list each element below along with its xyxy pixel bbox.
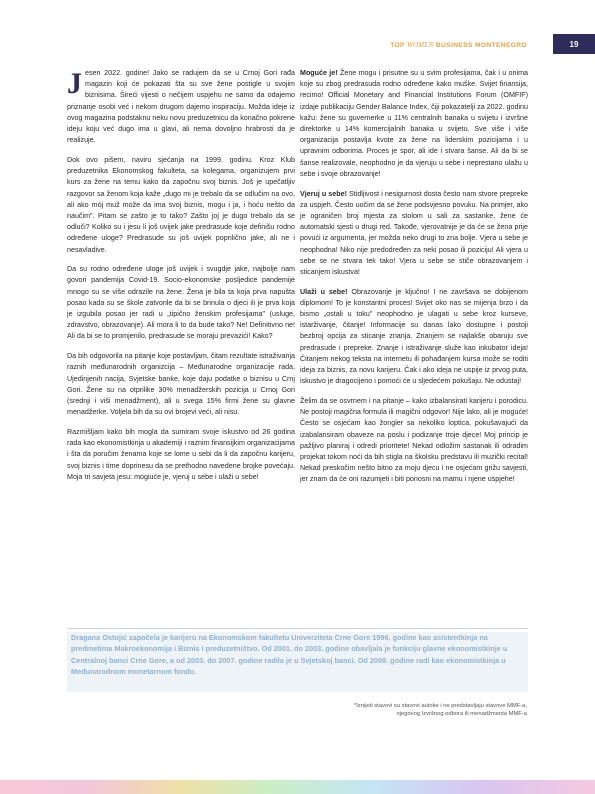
right-column: [300, 68, 528, 494]
magazine-title: [390, 41, 527, 49]
author-bio: Dragana Ostojić započela je karijeru na Ekonomskom fakultetu Univerziteta Crne Gore 1996. godine kao asistentkinja na predmetima Makroekonomija i Biznis i preduzetništvo. Od 2001. do 2003. godine obavljala je funkciju glavne ekonomistkinje u Centralnoj banci Crne Gore, a od 2003. do 2007. godine radila je u Svjetskoj banci. Od 2009. godine radi kao ekonomistkinja u Međunarodnom monetarnom fondu.: [67, 632, 528, 692]
paragraph-research: Da bih odgovorila na pitanje koje postavljam, čitam rezultate istraživanja raznih međunarodnih organizcija – Međunarodne organizacije rada, Ujedinjenih nacija, Svjetske banke, koje daju podatke o biznisu u Crnj Gori. Žene su na otprilike 30% menadžerskih pozicija u Crnoj Gori (srednji i viši menadžment), ali u svega 15% firmi žene su glavne menadžerke. Voljela bih da su ovi brojevi veći, ali nisu.: [67, 352, 295, 417]
footnote-line-2: njegovog Izvršnog odbora ili menadžmenta MMF-a: [396, 711, 527, 717]
paragraph-possible-text: Žene mogu i prisutne su u svim profesijama, čak i u onima koje su zbog predrasuda rodno određene kako muške. Svijet finansija, recimo! Official Monetary and Financial Institutions Forum (OMFIF) izdaje publikaciju Gender Balance Index, čiji pokazatelji za 2022. godinu kažu: žene su guvernerke u 11% centralnih banaka u svijetu i izvršne direktorke u 14% komercijalnih banaka u svijetu. Sve više i više organizacija postavlja kvote za žene na liderskim pozicijama i u upravnim odborima. Proces je spor, ali ide i stvara šanse. Ali da bi se šanse realizovale, neophodno je da vjeruju u sebe i neprestano ulažu u sebe i svoje obrazovanje!: [300, 69, 529, 178]
lead-possible: Moguće je!: [300, 69, 338, 77]
magazine-title-top: TOP: [390, 42, 407, 49]
paragraph-pandemic: Da su rodno određene uloge još uvijek i svugdje jake, najbolje nam govori pandemija Covid-19. Socio-ekonomske posljedice pandemije mnogo su se više odrazile na žene. Žena je bila ta koja prva napušta posao kada su se škole zatvorile da bi se brinula o djeci ili je prva koja je izgubila posao jer radi u „tipično ženskim profesijama" (usluge, zdravstvo, obrazovanje). Ali mora li to da bude tako? Ne! Definitivno ne! Ali da bi se to promjenilo, predrasude se moraju prevazići! Kako?: [67, 265, 295, 341]
paragraph-balance: Želim da se osvrnem i na pitanje – kako izbalansirati karijeru i porodicu. Ne postoji magična formula ili magični odgovor! Nije lako, ali je moguće! Često se osjećam kao žongler sa nekoliko loptica, pokušavajući da izabalansiram obaveze na poslu i podizanje troje djece! Moj princip je pažljivo planiraj i odredi prioritete! Nekad odložim sastanak ili odradim projekat tokom noći da bih stigla na školsku predstavu ili muzički recital! Nekad preskočim nešto bitno za moju djecu i ne osjećam grižu savjesti, jer znam da će oni razumjeti i biti ponosni na mamu i njene uspjehe!: [300, 396, 528, 484]
magazine-title-women: WOMEN: [406, 41, 434, 49]
paragraph-advice: Razmišljam kako bih mogla da sumiram svoje iskustvo od 26 godina rada kao ekonomistkinja u akademiji i raznim finansijkim organizacijama i šta da poručim ženama koje se lome u sebi da li da započnu karijeru, svoj biznis i time doprinesu da se prethodno navedene brojke povećaju. Moja tri savjeta jesu: mogiuće je, vjeruj u sebe i ulaži u sebe!: [67, 427, 295, 481]
paragraph-invest: [300, 287, 528, 388]
paragraph-believe: [300, 189, 528, 279]
drop-cap: J: [67, 67, 82, 100]
page-number: 19: [553, 34, 595, 54]
paragraph-intro: [67, 68, 295, 146]
lead-believe: Vjeruj u sebe!: [300, 189, 347, 198]
paragraph-memory: Dok ovo pišem, naviru sjećanja na 1999. godinu. Kroz Klub preduzetnika Ekonomskog fakulteta, sa kolegama, organizujem prvi kurs za žene na temu kako da započnu svoj biznis. Još je upečatljiv razgovor sa ženom koja kaže „dugo mi je trebalo da se odlučim na ovo, ali ako mój muž može da ima svoj biznis, mogu i ja, i hoću nešto da naučim". Pitam se zašto je to tako? Zašto joj je dugo trebalo da se odluči? Koliko su i jesu li još uvijek jake predrasude koje definišu rodno određene uloge? Predrasude su još uvijek poprilično jake, ali ne i nesavladive.: [67, 155, 295, 254]
magazine-title-rest: BUSINESS MONTENEGRO: [433, 42, 527, 49]
paragraph-invest-text: Obrazovanje je ključno! I ne završava se dobijenom diplomom! To je konstantni proces! Svijet oko nas se mijenja brzo i da bismo „ostali u toku" neophodno je ulagati u sebe kroz kurseve, istarživanje, čitanje! Informacije su danas lako dostupne i postoji bezbroj opcija za sticanje znanja. Znanjem se najlakše obaruju sve predrasude i prepreke. Znanje i istraživanje služe kao inkubator ideja! Čitanjem nekog teksta na internetu ili pohađanjem kursa može se roditi ideja za biznis, za novu karijeru. Čak i ako ideja ne uspije iz prvog puta, iskustvo je dragocijeno i pomoći će u sljedećem pokušaju. Ne odustaj!: [300, 287, 528, 386]
paragraph-intro-text: esen 2022. godine! Jako se radujem da se u Crnoj Gori rađa magazin koji će pokazati šta su sve žene postigle u svojim biznisima. Šireći vijesti o nečijem uspjehu ne samo da odajemo priznanje osobi već i nekom drugom dajemo inspiraciju. Možda ideje iz ovog magazina podstaknu neku novu preduzetnicu da konačno pokrene ideju koju već dugo ima u glavi, ali nema dovoljno hrabrosti da je realizuje.: [67, 69, 295, 145]
paragraph-believe-text: Stidljivost i nesigurnost dosta često nam stvore prepreke za uspjeh. Često uočim da se žene podsvjesno povuku. Na primjer, ako je ograničen broj mjesta za stolom u sali za sastanke, žene će automatski sjesti u drugi red. Takođe, vjerovatnije je da će se žena prije povući iz argumenta, jer možda neko drugi to zna bolje. Vjera u sebe je neophodna! Niko nije predodređen za neki posao ili poziciju! Ali vjera u sebe se ne stvara tek tako! Vjera u sebe se stiče obrazovanjem i sticanjem iskustva!: [300, 189, 529, 276]
divider: [67, 628, 528, 629]
left-column: [67, 68, 295, 491]
footnote: [267, 702, 527, 718]
paragraph-possible: [300, 68, 528, 180]
lead-invest: Ulaži u sebe!: [300, 287, 348, 296]
page-header: [0, 34, 595, 54]
footnote-line-1: *Iznijeti stavovi su stavovi autoke i ne predstavljaju stavove MMF-a,: [353, 703, 527, 709]
footer-gradient-bar: [0, 780, 595, 794]
